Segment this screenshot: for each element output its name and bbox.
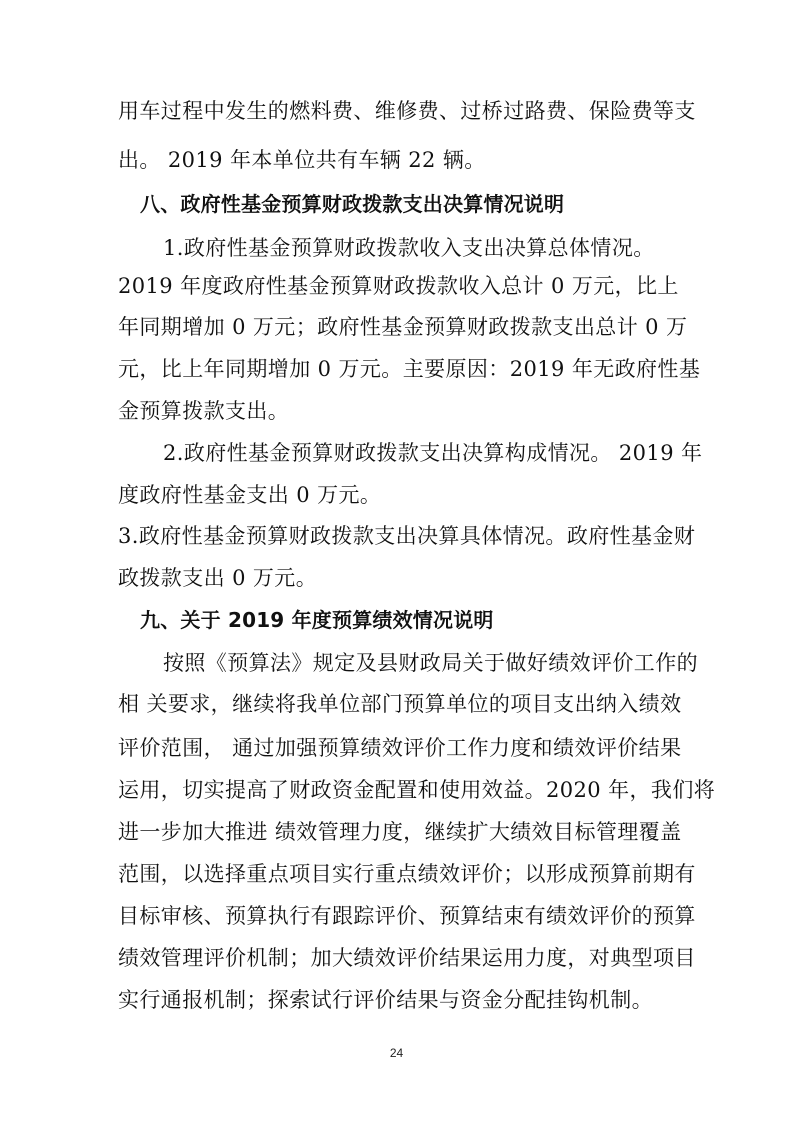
body-line: 绩效管理评价机制；加大绩效评价结果运用力度，对典型项目 [118,946,696,970]
body-line: 出。 2019 年本单位共有车辆 22 辆。 [118,148,486,172]
body-line: 年同期增加 0 万元；政府性基金预算财政拨款支出总计 0 万 [118,315,688,339]
body-line: 2.政府性基金预算财政拨款支出决算构成情况。 2019 年 [163,441,703,465]
page-number: 24 [389,1046,404,1060]
section-heading-8: 八、政府性基金预算财政拨款支出决算情况说明 [140,192,565,216]
body-line: 评价范围， 通过加强预算绩效评价工作力度和绩效评价结果 [118,736,682,760]
body-line: 政拨款支出 0 万元。 [118,566,318,590]
body-line: 按照《预算法》规定及县财政局关于做好绩效评价工作的 [163,651,698,675]
body-line: 目标审核、预算执行有跟踪评价、预算结束有绩效评价的预算 [118,904,696,928]
body-line: 运用，切实提高了财政资金配置和使用效益。2020 年，我们将 [118,778,716,802]
body-line: 金预算拨款支出。 [118,399,290,423]
body-line: 3.政府性基金预算财政拨款支出决算具体情况。政府性基金财 [118,524,696,548]
body-line: 实行通报机制；探索试行评价结果与资金分配挂钩机制。 [118,988,653,1012]
body-line: 相 关要求，继续将我单位部门预算单位的项目支出纳入绩效 [118,692,682,716]
body-line: 范围，以选择重点项目实行重点绩效评价；以形成预算前期有 [118,862,696,886]
body-line: 2019 年度政府性基金预算财政拨款收入总计 0 万元，比上 [118,274,679,298]
section-heading-9: 九、关于 2019 年度预算绩效情况说明 [140,608,494,632]
body-line: 度政府性基金支出 0 万元。 [118,483,382,507]
body-line: 元，比上年同期增加 0 万元。主要原因：2019 年无政府性基 [118,357,701,381]
body-line: 进一步加大推进 绩效管理力度，继续扩大绩效目标管理覆盖 [118,820,682,844]
body-line: 1.政府性基金预算财政拨款收入支出决算总体情况。 [163,236,655,260]
body-line: 用车过程中发生的燃料费、维修费、过桥过路费、保险费等支 [118,99,696,123]
